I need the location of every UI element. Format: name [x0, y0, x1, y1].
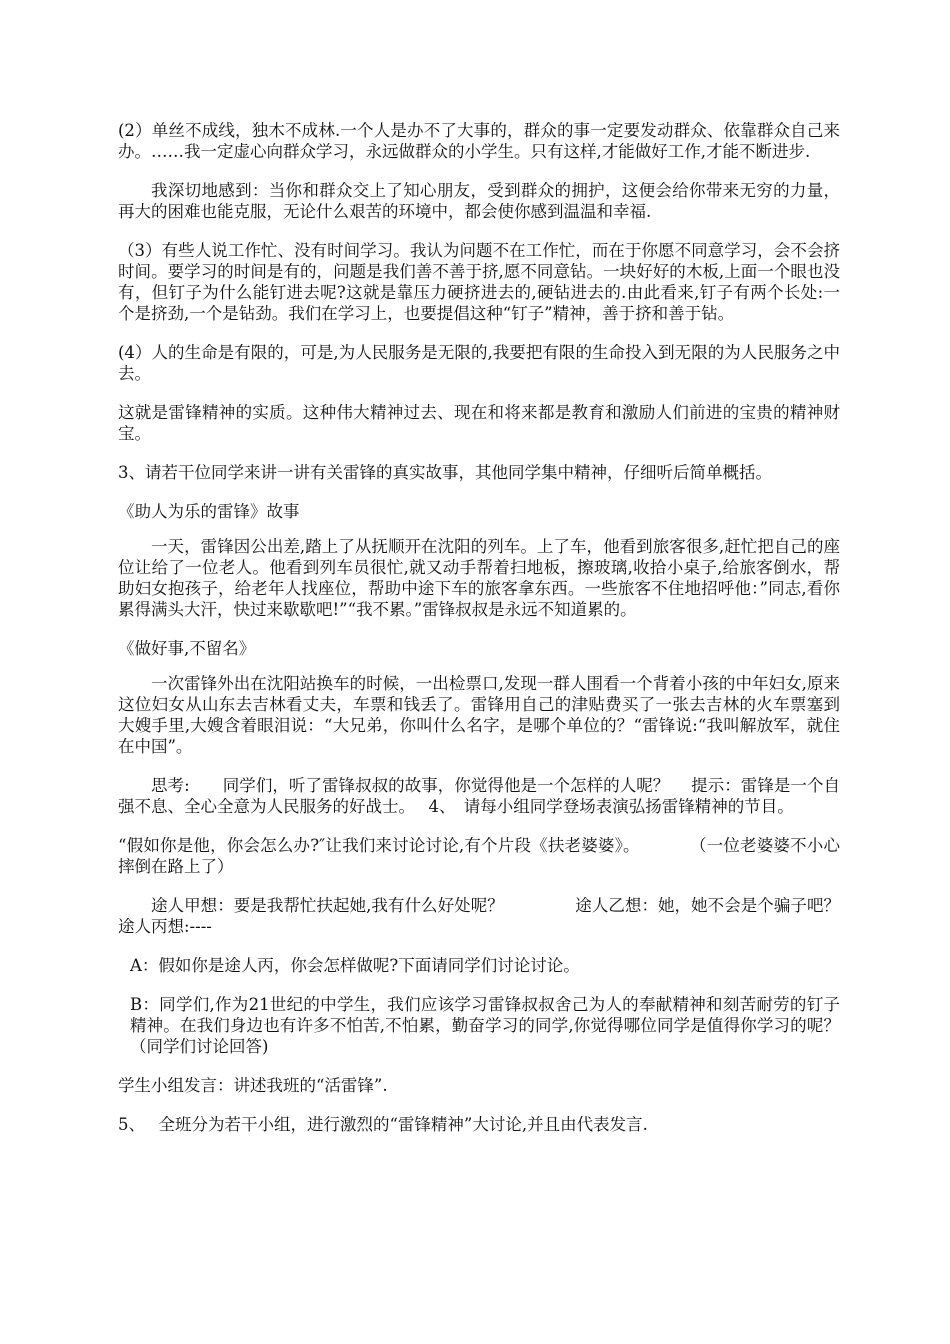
paragraph-group-speech: 学生小组发言：讲述我班的“活雷锋”.	[118, 1076, 388, 1095]
paragraph-question-a: A：假如你是途人丙，你会怎样做呢?下面请同学们讨论讨论。	[130, 956, 580, 975]
paragraph-scenario: “假如你是他，你会怎么办?″让我们来讨论讨论,有个片段《扶老婆婆》。 （一位老婆婆不小心摔倒在路上了）	[118, 836, 840, 876]
paragraph-thinking: 思考: 同学们，听了雷锋叔叔的故事，你觉得他是一个怎样的人呢？ 提示：雷锋是一个自强不息、全心全意为人民服务的好战士。 4、 请每小组同学登场表演弘扬雷锋精神的节目。	[118, 776, 840, 816]
paragraph-question-b: B：同学们,作为21世纪的中学生，我们应该学习雷锋叔叔舍己为人的奉献精神和刻苦耐劳的钉子精神。在我们身边也有许多不怕苦,不怕累，勤奋学习的同学,你觉得哪位同学是值得你学习的呢？（同学们讨论回答)	[130, 995, 840, 1056]
paragraph-step-3: 3、请若干位同学来讲一讲有关雷锋的真实故事，其他同学集中精神，仔细听后简单概括。	[118, 463, 772, 482]
story-body-anonymous: 一次雷锋外出在沈阳站换车的时候，一出检票口,发现一群人围看一个背着小孩的中年妇女,原来这位妇女从山东去吉林看丈夫，车票和钱丢了。雷锋用自己的津贴费买了一张去吉林的火车票塞到大嫂手里,大嫂含着眼泪说：“大兄弟，你叫什么名字，是哪个单位的？“雷锋说:“我叫解放军，就住在中国”。	[118, 674, 840, 756]
paragraph-essence: 这就是雷锋精神的实质。这种伟大精神过去、现在和将来都是教育和激励人们前进的宝贵的精神财宝。	[118, 403, 840, 443]
paragraph-passersby: 途人甲想：要是我帮忙扶起她,我有什么好处呢？ 途人乙想：她，她不会是个骗子吧？ 途人丙想:----	[118, 896, 928, 936]
story-title-anonymous: 《做好事,不留名》	[118, 639, 256, 658]
story-title-helping: 《助人为乐的雷锋》故事	[118, 502, 300, 521]
story-body-helping: 一天，雷锋因公出差,踏上了从抚顺开在沈阳的列车。上了车，他看到旅客很多,赶忙把自己的座位让给了一位老人。他看到列车员很忙,就又动手帮着扫地板，擦玻璃,收拾小桌子,给旅客倒水，帮助妇女抱孩子，给老年人找座位，帮助中途下车的旅客拿东西。一些旅客不住地招呼他：”同志,看你累得满头大汗，快过来歇歇吧!”“我不累。”雷锋叔叔是永远不知道累的。	[118, 537, 840, 619]
paragraph-step-5: 5、 全班分为若干小组，进行激烈的“雷锋精神”大讨论,并且由代表发言.	[118, 1115, 648, 1134]
paragraph-reflection: 我深切地感到：当你和群众交上了知心朋友，受到群众的拥护，这便会给你带来无穷的力量，再大的困难也能克服，无论什么艰苦的环境中，都会使你感到温温和幸福.	[118, 181, 840, 221]
document-page	[118, 120, 928, 1153]
paragraph-point-4: (4）人的生命是有限的，可是,为人民服务是无限的,我要把有限的生命投入到无限的为人民服务之中去。	[118, 343, 840, 383]
paragraph-point-3: （3）有些人说工作忙、没有时间学习。我认为问题不在工作忙，而在于你愿不同意学习，会不会挤时间。要学习的时间是有的，问题是我们善不善于挤,愿不同意钻。一块好好的木板,上面一个眼也没有，但钉子为什么能钉进去呢?这就是靠压力硬挤进去的,硬钻进去的.由此看来,钉子有两个长处:一个是挤劲,一个是钻劲。我们在学习上，也要提倡这种“钉子”精神，善于挤和善于钻。	[118, 241, 840, 323]
paragraph-point-2: (2）单丝不成线，独木不成林.一个人是办不了大事的，群众的事一定要发动群众、依靠群众自己来办。……我一定虚心向群众学习，永远做群众的小学生。只有这样,才能做好工作,才能不断进步.	[118, 121, 840, 161]
